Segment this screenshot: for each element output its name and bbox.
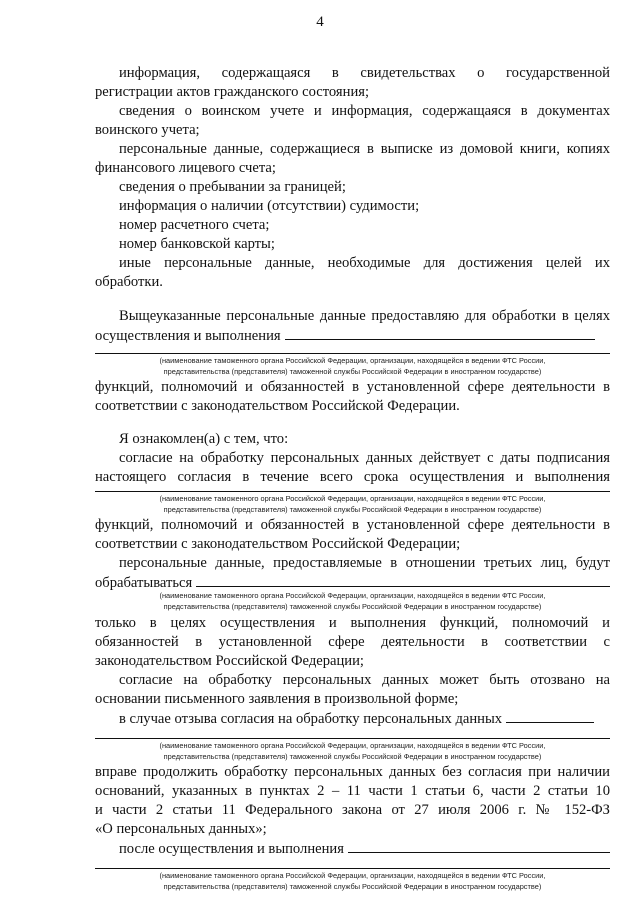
page-number: 4 xyxy=(316,14,324,30)
text-line: обрабатываться xyxy=(95,575,193,591)
text-line: сведения о воинском учете и информация, содержащаяся в документах xyxy=(119,103,610,119)
caption-line: (наименование таможенного органа Российской Федерации, организации, находящейся в ведении ФТС России, xyxy=(159,871,546,880)
caption-line: (наименование таможенного органа Российской Федерации, организации, находящейся в ведении ФТС России, xyxy=(159,741,546,750)
text-line: в случае отзыва согласия на обработку персональных данных xyxy=(119,711,503,727)
text-line: иные персональные данные, необходимые для достижения целей их xyxy=(119,255,610,271)
caption-line: представительства (представителя) таможенной службы Российской Федерации в иностранном государстве) xyxy=(163,752,542,761)
text-line: сведения о пребывании за границей; xyxy=(119,179,346,195)
text-line: законодательством Российской Федерации; xyxy=(95,653,364,669)
text-line: вправе продолжить обработку персональных данных без согласия при наличии xyxy=(95,764,610,780)
blank-field[interactable] xyxy=(196,573,610,587)
text-line: обработки. xyxy=(95,274,163,290)
text-line: номер расчетного счета; xyxy=(119,217,270,233)
text-line: персональные данные, предоставляемые в отношении третьих лиц, будут xyxy=(119,555,610,571)
field-caption xyxy=(95,590,610,612)
fill-line xyxy=(95,326,595,346)
text-line: функций, полномочий и обязанностей в установленной сфере деятельности в xyxy=(95,517,610,533)
caption-line: представительства (представителя) таможенной службы Российской Федерации в иностранном государстве) xyxy=(163,882,542,891)
field-caption xyxy=(95,493,610,515)
text-line: функций, полномочий и обязанностей в установленной сфере деятельности в xyxy=(95,379,610,395)
text-line: согласие на обработку персональных данных действует с даты подписания xyxy=(119,450,610,466)
text-line: Выщеуказанные персональные данные предоставляю для обработки в целях xyxy=(119,308,610,324)
text-line: осуществления и выполнения xyxy=(95,328,281,344)
text-line: соответствии с законодательством Российской Федерации. xyxy=(95,398,460,414)
blank-field[interactable] xyxy=(348,839,610,853)
fill-line xyxy=(119,839,610,859)
text-line: Я ознакомлен(а) с тем, что: xyxy=(119,431,289,447)
text-line: после осуществления и выполнения xyxy=(119,841,344,857)
text-line: персональные данные, содержащиеся в выписке из домовой книги, копиях xyxy=(119,141,610,157)
caption-line: представительства (представителя) таможенной службы Российской Федерации в иностранном государстве) xyxy=(163,505,542,514)
text-line: оснований, указанных в пунктах 2 – 11 части 1 статьи 6, части 2 статьи 10 xyxy=(95,783,610,799)
caption-line: (наименование таможенного органа Российской Федерации, организации, находящейся в ведении ФТС России, xyxy=(159,591,546,600)
underline-rule xyxy=(95,353,610,354)
text-line: «О персональных данных»; xyxy=(95,821,267,837)
caption-line: представительства (представителя) таможенной службы Российской Федерации в иностранном государстве) xyxy=(163,602,542,611)
underline-rule xyxy=(95,868,610,869)
underline-rule xyxy=(95,491,610,492)
field-caption xyxy=(95,740,610,762)
text-line: финансового лицевого счета; xyxy=(95,160,276,176)
text-line: настоящего согласия в течение всего срока осуществления и выполнения xyxy=(95,469,610,485)
blank-field[interactable] xyxy=(506,709,594,723)
text-line: информация о наличии (отсутствии) судимости; xyxy=(119,198,420,214)
fill-line xyxy=(119,709,610,729)
text-line: номер банковской карты; xyxy=(119,236,275,252)
field-caption xyxy=(95,870,610,892)
caption-line: (наименование таможенного органа Российской Федерации, организации, находящейся в ведении ФТС России, xyxy=(159,494,546,503)
blank-field[interactable] xyxy=(285,326,595,340)
text-line: соответствии с законодательством Российской Федерации; xyxy=(95,536,461,552)
underline-rule xyxy=(95,738,610,739)
caption-line: представительства (представителя) таможенной службы Российской Федерации в иностранном государстве) xyxy=(163,367,542,376)
text-line: информация, содержащаяся в свидетельствах о государственной xyxy=(119,65,610,81)
field-caption xyxy=(95,355,610,377)
text-line: и части 2 статьи 11 Федерального закона от 27 июля 2006 г. № 152-ФЗ xyxy=(95,802,610,818)
text-line: воинского учета; xyxy=(95,122,200,138)
text-line: обязанностей в установленной сфере деятельности в соответствии с xyxy=(95,634,610,650)
text-line: регистрации актов гражданского состояния; xyxy=(95,84,370,100)
text-line: согласие на обработку персональных данных может быть отозвано на xyxy=(119,672,610,688)
text-line: только в целях осуществления и выполнения функций, полномочий и xyxy=(95,615,610,631)
caption-line: (наименование таможенного органа Российской Федерации, организации, находящейся в ведении ФТС России, xyxy=(159,356,546,365)
text-line: основании письменного заявления в произвольной форме; xyxy=(95,691,459,707)
